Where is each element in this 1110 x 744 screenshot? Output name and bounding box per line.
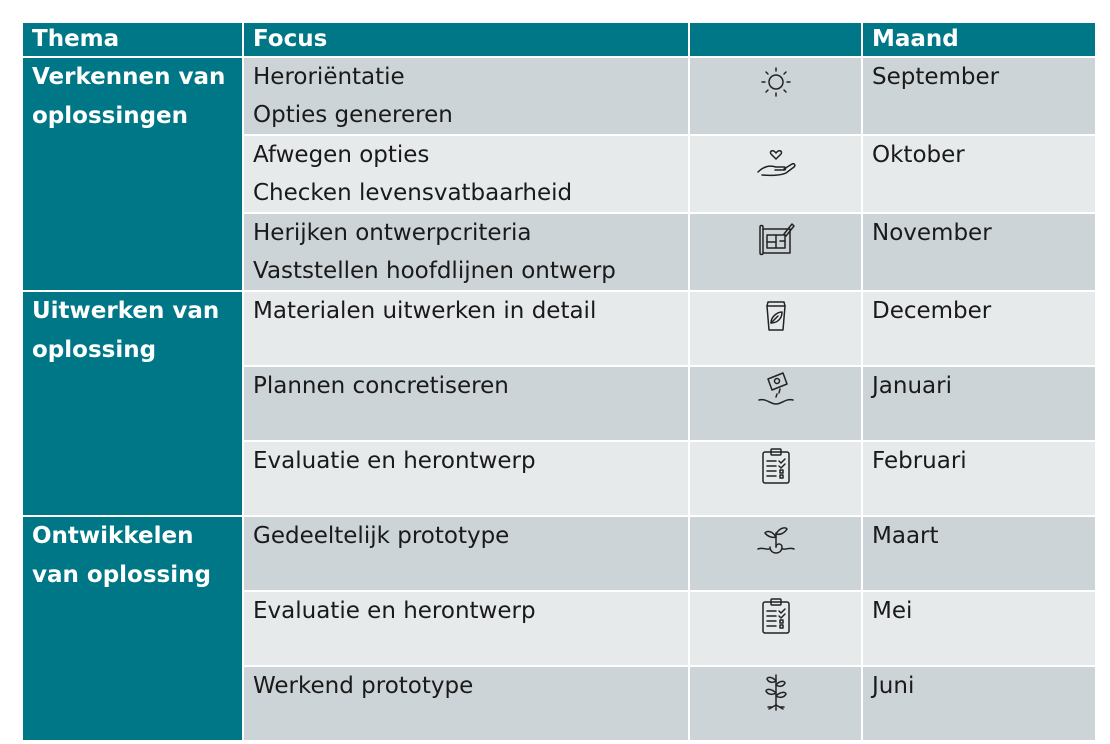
thema-label: Verkennen van: [32, 64, 226, 90]
maand-cell: Januari: [862, 366, 1096, 441]
focus-item: Afwegen opties: [253, 142, 430, 168]
header-row: [22, 22, 1096, 57]
seed-packet-icon: [754, 367, 798, 415]
focus-item: Checken levensvatbaarheid: [253, 180, 573, 206]
focus-cell: [243, 441, 689, 516]
icon-cell: [689, 135, 862, 213]
header-icon: [689, 22, 862, 57]
maand-cell: Februari: [862, 441, 1096, 516]
icon-cell: [689, 57, 862, 135]
focus-item: Werkend prototype: [253, 673, 474, 699]
icon-cell: [689, 213, 862, 291]
focus-item: Vaststellen hoofdlijnen ontwerp: [253, 258, 616, 284]
thema-label: oplossingen: [32, 103, 189, 129]
maand-cell: Mei: [862, 591, 1096, 666]
thema-label: Uitwerken van: [32, 298, 220, 324]
blueprint-icon: [754, 214, 798, 262]
thema-cell: [22, 291, 243, 516]
sun-icon: [754, 58, 798, 106]
hand-heart-icon: [754, 136, 798, 184]
table-row: [22, 291, 1096, 366]
maand-cell: Maart: [862, 516, 1096, 591]
thema-cell: [22, 57, 243, 291]
focus-cell: [243, 516, 689, 591]
focus-item: Gedeeltelijk prototype: [253, 523, 510, 549]
maand-cell: December: [862, 291, 1096, 366]
focus-cell: [243, 291, 689, 366]
thema-cell: [22, 516, 243, 741]
focus-cell: [243, 366, 689, 441]
focus-item: Plannen concretiseren: [253, 373, 509, 399]
clipboard-checklist-icon: [754, 592, 798, 640]
focus-item: Evaluatie en herontwerp: [253, 598, 536, 624]
sprout-icon: [754, 517, 798, 565]
focus-cell: [243, 666, 689, 741]
header-maand: Maand: [862, 22, 1096, 57]
focus-cell: [243, 591, 689, 666]
icon-cell: [689, 291, 862, 366]
maand-cell: Juni: [862, 666, 1096, 741]
focus-item: Heroriëntatie: [253, 64, 405, 90]
focus-item: Opties genereren: [253, 102, 453, 128]
icon-cell: [689, 441, 862, 516]
focus-cell: [243, 213, 689, 291]
thema-label: oplossing: [32, 337, 157, 363]
focus-item: Herijken ontwerpcriteria: [253, 220, 532, 246]
table-row: [22, 57, 1096, 135]
icon-cell: [689, 591, 862, 666]
icon-cell: [689, 516, 862, 591]
maand-cell: Oktober: [862, 135, 1096, 213]
maand-cell: September: [862, 57, 1096, 135]
header-thema: Thema: [22, 22, 243, 57]
thema-label: Ontwikkelen: [32, 523, 194, 549]
thema-label: van oplossing: [32, 562, 211, 588]
plant-icon: [754, 667, 798, 715]
clipboard-checklist-icon: [754, 442, 798, 490]
seed-bag-icon: [754, 292, 798, 340]
table-row: [22, 516, 1096, 591]
focus-cell: [243, 57, 689, 135]
focus-item: Evaluatie en herontwerp: [253, 448, 536, 474]
maand-cell: November: [862, 213, 1096, 291]
icon-cell: [689, 666, 862, 741]
icon-cell: [689, 366, 862, 441]
header-focus: Focus: [243, 22, 689, 57]
focus-cell: [243, 135, 689, 213]
focus-item: Materialen uitwerken in detail: [253, 298, 597, 324]
planning-table: [21, 21, 1097, 742]
